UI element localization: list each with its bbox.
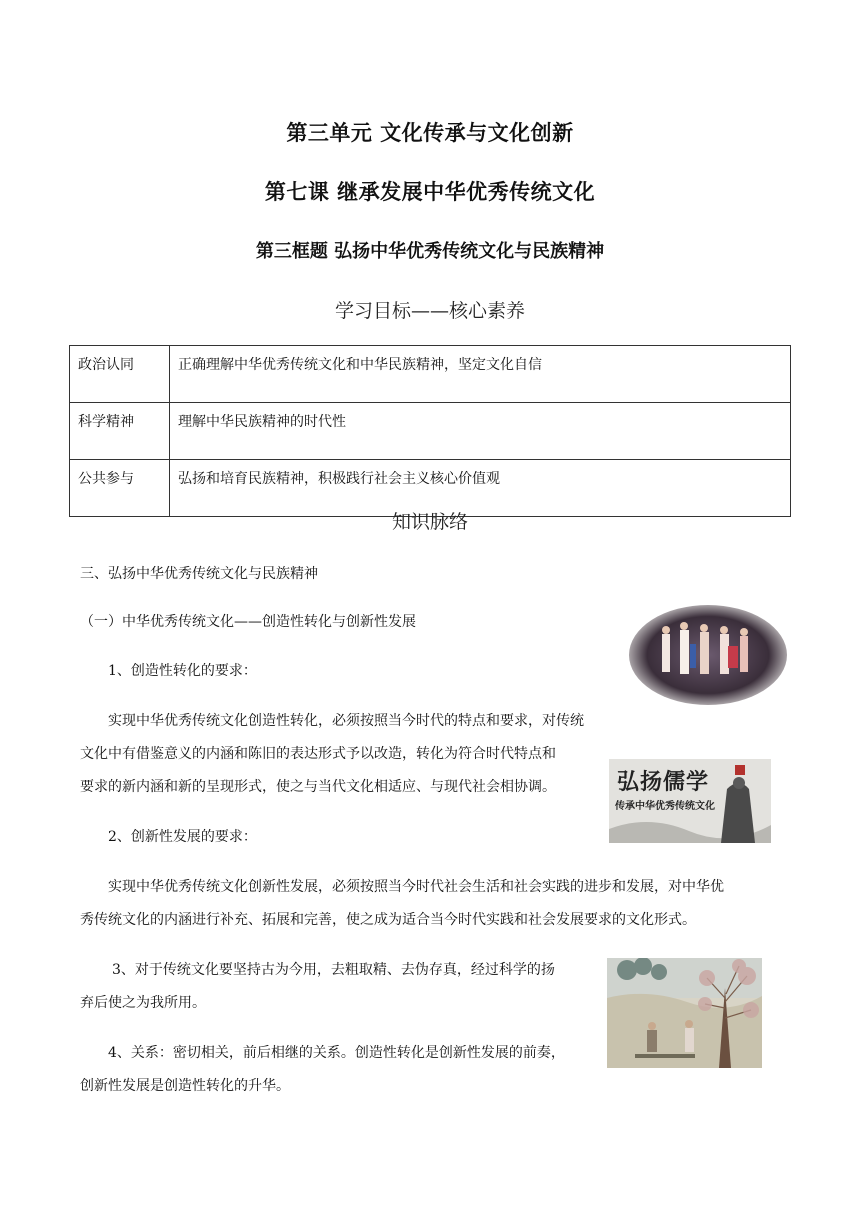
item4-line: 4、关系：密切相关，前后相继的关系。创造性转化是创新性发展的前奏，	[108, 1045, 565, 1061]
banner-title: 弘扬儒学	[617, 770, 710, 795]
goal-label: 科学精神	[70, 403, 170, 460]
unit-title: 第三单元 文化传承与文化创新	[286, 121, 574, 145]
item2-line: 秀传统文化的内涵进行补充、拓展和完善，使之成为适合当今时代实践和社会发展要求的文化形式。	[80, 912, 696, 928]
opera-photo	[628, 604, 788, 706]
goal-label: 公共参与	[70, 460, 170, 517]
table-row	[70, 346, 791, 403]
item3-line: 弃后使之为我所用。	[80, 995, 206, 1011]
item4-line: 创新性发展是创造性转化的升华。	[80, 1078, 290, 1094]
table-row	[70, 403, 791, 460]
banner-subtitle: 传承中华优秀传统文化	[615, 801, 715, 812]
section-heading: 三、弘扬中华优秀传统文化与民族精神	[80, 566, 318, 582]
item1-line: 要求的新内涵和新的呈现形式，使之与当代文化相适应、与现代社会相协调。	[80, 779, 556, 795]
item2-line: 实现中华优秀传统文化创新性发展，必须按照当今时代社会生活和社会实践的进步和发展，对中华优	[108, 879, 724, 895]
goal-text: 理解中华民族精神的时代性	[170, 403, 791, 460]
traditional-painting	[607, 958, 762, 1068]
goals-title: 学习目标——核心素养	[334, 300, 525, 322]
goal-text: 正确理解中华优秀传统文化和中华民族精神，坚定文化自信	[170, 346, 791, 403]
goal-label: 政治认同	[70, 346, 170, 403]
item1-line: 文化中有借鉴意义的内涵和陈旧的表达形式予以改造，转化为符合时代特点和	[80, 746, 556, 762]
item3-line: 3、对于传统文化要坚持古为今用，去粗取精、去伪存真，经过科学的扬	[112, 962, 555, 978]
subsection-heading: （一）中华优秀传统文化——创造性转化与创新性发展	[80, 614, 416, 630]
confucianism-banner	[609, 759, 771, 843]
item1-line: 实现中华优秀传统文化创造性转化，必须按照当今时代的特点和要求，对传统	[108, 713, 584, 729]
goal-text: 弘扬和培育民族精神，积极践行社会主义核心价值观	[170, 460, 791, 517]
knowledge-title: 知识脉络	[391, 511, 468, 533]
lesson-title: 第七课 继承发展中华优秀传统文化	[264, 180, 596, 204]
frame-title: 第三框题 弘扬中华优秀传统文化与民族精神	[255, 241, 605, 262]
goals-table	[69, 345, 791, 517]
item1-title: 1、创造性转化的要求：	[108, 663, 257, 679]
item2-title: 2、创新性发展的要求：	[108, 829, 257, 845]
